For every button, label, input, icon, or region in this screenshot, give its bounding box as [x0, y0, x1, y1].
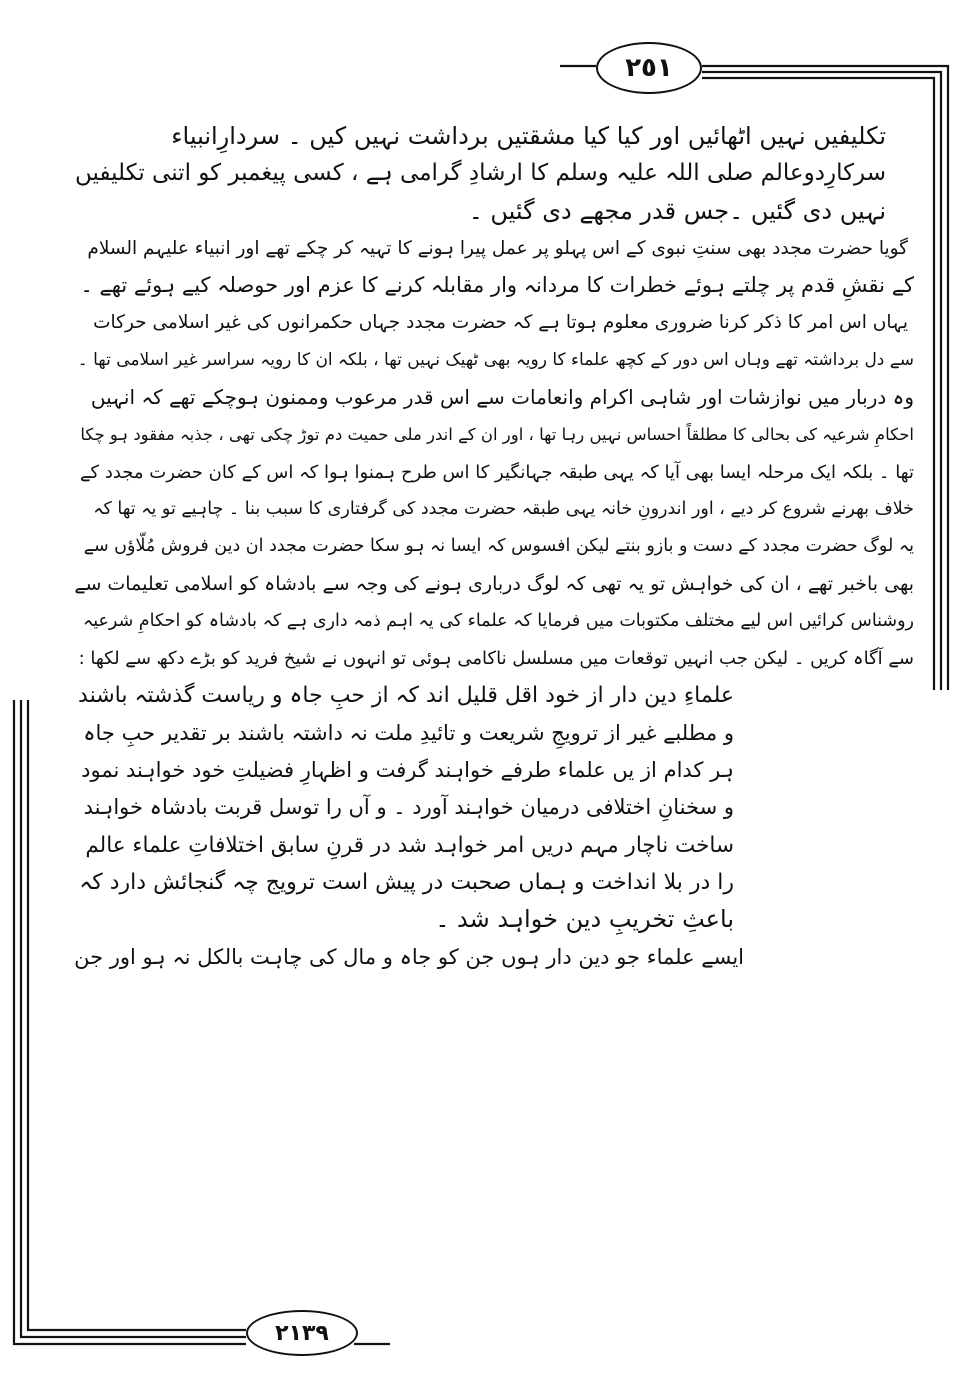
paragraph-line: بھی باخبر تھے ، ان کی خواہش تو یہ تھی کہ لوگ درباری ہونے کی وجہ سے بادشاہ کو اسلامی تعلیمات سے [74, 572, 914, 595]
text-line: سرکارِدوعالم صلی اللہ علیہ وسلم کا ارشادِ گرامی ہے ، کسی پیغمبر کو اتنی تکلیفیں [75, 160, 886, 187]
paragraph-line: تھا ۔ بلکہ ایک مرحلہ ایسا بھی آیا کہ یہی طبقہ جہانگیر کا اس طرح ہمنوا ہوا کہ اس کے کان حضرت مجدد کے [79, 461, 914, 483]
text-line: تکلیفیں نہیں اٹھائیں اور کیا کیا مشقتیں برداشت نہیں کیں ۔ سردارِانبیاء [171, 122, 886, 150]
paragraph-line: احکامِ شرعیہ کی بحالی کا مطلقاً احساس نہیں رہا تھا ، اور ان کے اندر ملی حمیت دم توڑ چکی تھی ، جذبہ مفقود ہو چکا [80, 425, 914, 445]
quote-line: ساخت ناچار مہم دریں امر خواہد شد در قرنِ سابق اختلافاتِ علماء عالم [85, 832, 734, 858]
bottom-page-number: ٢١٣٩ [246, 1310, 358, 1356]
quote-line: و سخنانِ اختلافی درمیان خواہند آورد ۔ و آں را توسل قربت بادشاہ خواہند [83, 795, 734, 820]
text-line: نہیں دی گئیں ۔جس قدر مجھے دی گئیں ۔ [468, 196, 886, 225]
quote-line: و مطلبے غیر از ترویجِ شریعت و تائیدِ ملت نہ داشتہ باشند بر تقدیر حبِ جاہ [83, 720, 734, 745]
paragraph-line: ایسے علماء جو دین دار ہوں جن کو جاہ و مال کی چاہت بالکل نہ ہو اور جن [74, 944, 744, 969]
paragraph-line: خلاف بھرنے شروع کر دیے ، اور اندرونِ خانہ یہی طبقہ حضرت مجدد کی گرفتاری کا سبب بنا ۔ چاہیے تو یہ تھا کہ [93, 498, 914, 519]
paragraph-line: یہاں اس امر کا ذکر کرنا ضروری معلوم ہوتا ہے کہ حضرت مجدد جہاں حکمرانوں کی غیر اسلامی حرکات [93, 312, 908, 334]
paragraph-line: کے نقشِ قدم پر چلتے ہوئے خطرات کا مردانہ وار مقابلہ کرنے کا عزم اور حوصلہ کیے ہوئے تھے ۔ [80, 273, 914, 298]
paragraph-line: یہ لوگ حضرت مجدد کے دست و بازو بنتے لیکن افسوس کہ ایسا نہ ہو سکا حضرت مجدد ان دین فروش مُلّاؤں سے [83, 536, 914, 557]
quote-line: باعثِ تخریبِ دین خواہد شد ۔ [435, 905, 734, 934]
paragraph-line: سے دل برداشتہ تھے وہاں اس دور کے کچھ علماء کا رویہ بھی ٹھیک نہیں تھا ، بلکہ ان کا رویہ سراسر غیر اسلامی تھا ۔ [77, 349, 914, 370]
quote-line: را در بلا انداخت و ہماں صحبت در پیش است ترویج چہ گنجائش دارد کہ [79, 869, 734, 895]
paragraph-line: گویا حضرت مجدد بھی سنتِ نبوی کے اس پہلو پر عمل پیرا ہونے کا تہیہ کر چکے تھے اور انبیاء علیہم السلام [87, 237, 908, 259]
page-body [72, 118, 914, 976]
quote-line: ہر کدام از یں علماء طرفے خواہند گرفت و اظہارِ فضیلتِ خود خواہند نمود [81, 758, 734, 783]
paragraph-line: وہ دربار میں نوازشات اور شاہی اکرام وانعامات سے اس قدر مرعوب وممنون ہوچکے تھے کہ انہیں [90, 385, 914, 410]
paragraph-line: سے آگاہ کریں ۔ لیکن جب انہیں توقعات میں مسلسل ناکامی ہوئی تو انہوں نے شیخ فرید کو بڑے دکھ سے لکھا : [78, 648, 914, 670]
top-page-number: ٢٥١ [596, 42, 702, 94]
paragraph-line: روشناس کرائیں اس لیے مختلف مکتوبات میں فرمایا کہ علماء کی یہ اہم ذمہ داری ہے کہ بادشاہ کو احکامِ شرعیہ [82, 610, 914, 631]
quote-line: علماءِ دین دار از خود اقل قلیل اند کہ از حبِ جاہ و ریاست گذشتہ باشند [78, 683, 734, 709]
